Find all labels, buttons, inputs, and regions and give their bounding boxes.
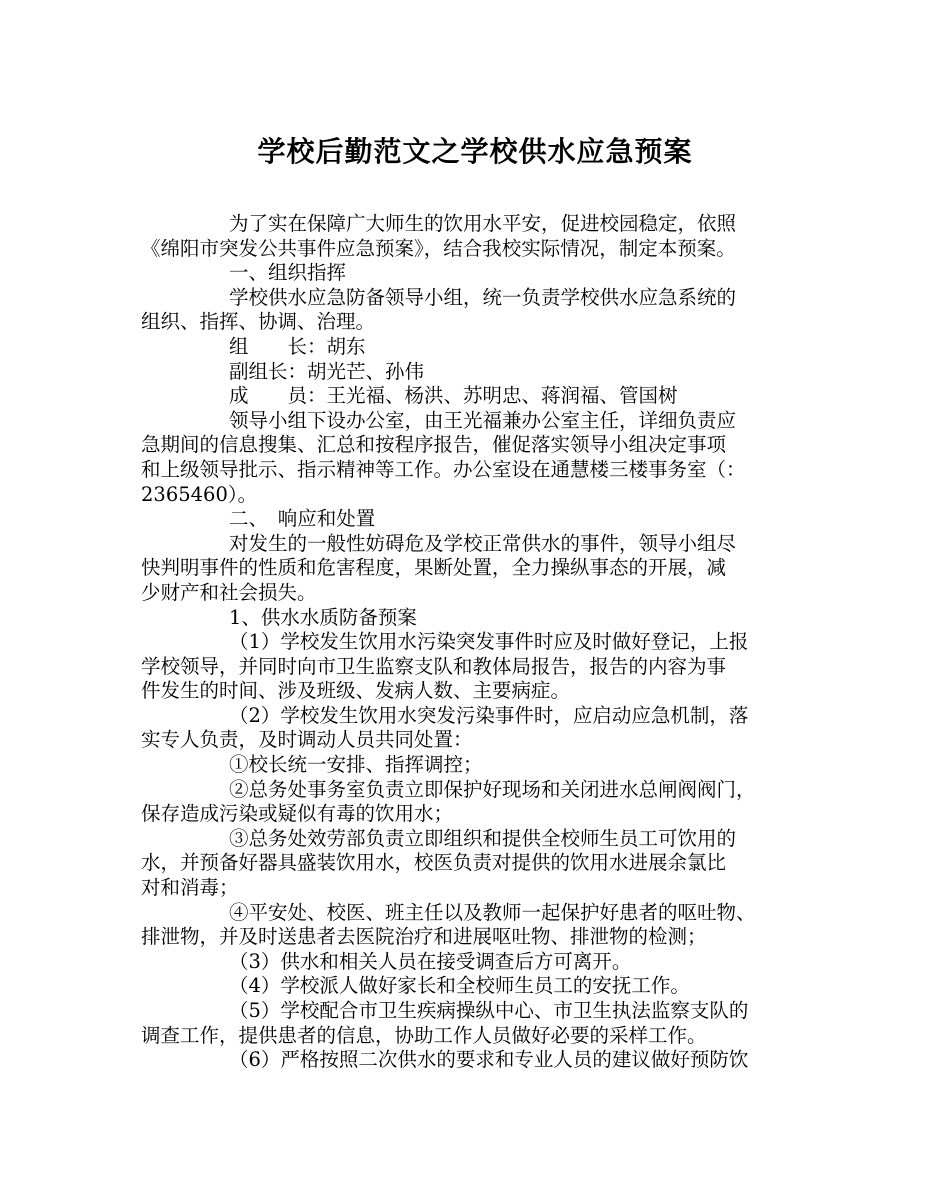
- document-line: 件发生的时间、涉及班级、发病人数、主要病症。: [141, 679, 571, 703]
- document-line: 对和消毒；: [141, 876, 239, 900]
- document-line: 保存造成污染或疑似有毒的饮用水；: [141, 802, 454, 826]
- document-line: 一、组织指挥: [229, 261, 347, 285]
- document-line: （2）学校发生饮用水突发污染事件时，应启动应急机制，落: [229, 703, 749, 727]
- document-line: 调查工作，提供患者的信息，协助工作人员做好必要的采样工作。: [141, 1023, 707, 1047]
- document-line: 排泄物，并及时送患者去医院治疗和进展呕吐物、排泄物的检测；: [141, 925, 707, 949]
- document-line: 水，并预备好器具盛装饮用水，校医负责对提供的饮用水进展余氯比: [141, 851, 727, 875]
- document-line: 快判明事件的性质和危害程度，果断处置，全力操纵事态的开展，减: [141, 556, 727, 580]
- document-line: 组织、指挥、协调、治理。: [141, 310, 376, 334]
- document-line: （3）供水和相关人员在接受调查后方可离开。: [229, 949, 632, 973]
- document-line: 组 长：胡东: [229, 334, 366, 358]
- document-title: 学校后勤范文之学校供水应急预案: [257, 135, 693, 168]
- document-line: 《绵阳市突发公共事件应急预案》，结合我校实际情况，制定本预案。: [141, 236, 736, 260]
- document-line: 二、 响应和处置: [229, 507, 376, 531]
- document-line: （1）学校发生饮用水污染突发事件时应及时做好登记，上报: [229, 630, 749, 654]
- document-line: 和上级领导批示、指示精神等工作。办公室设在通慧楼三楼事务室（：: [141, 457, 746, 481]
- document-line: ①校长统一安排、指挥调控；: [229, 753, 483, 777]
- document-line: （5）学校配合市卫生疾病操纵中心、市卫生执法监察支队的: [229, 999, 749, 1022]
- document-body: [141, 212, 831, 1073]
- document-line: （6）严格按照二次供水的要求和专业人员的建议做好预防饮: [229, 1048, 749, 1072]
- document-line: 成 员：王光福、杨洪、苏明忠、蒋润福、管国树: [229, 384, 678, 408]
- document-line: 为了实在保障广大师生的饮用水平安，促进校园稳定，依照: [229, 212, 737, 235]
- document-line: 少财产和社会损失。: [141, 580, 317, 604]
- document-line: 对发生的一般性妨碍危及学校正常供水的事件，领导小组尽: [229, 531, 737, 555]
- document-line: 学校供水应急防备领导小组，统一负责学校供水应急系统的: [229, 285, 737, 309]
- document-line: ②总务处事务室负责立即保护好现场和关闭进水总闸阀阀门，: [229, 777, 756, 801]
- document-line: 实专人负责，及时调动人员共同处置：: [141, 728, 473, 752]
- document-line: 1、供水水质防备预案: [229, 605, 417, 629]
- document-line: ④平安处、校医、班主任以及教师一起保护好患者的呕吐物、: [229, 900, 756, 924]
- document-line: （4）学校派人做好家长和全校师生员工的安抚工作。: [229, 974, 690, 998]
- document-line: 急期间的信息搜集、汇总和按程序报告，催促落实领导小组决定事项: [141, 433, 727, 457]
- document-line: 2365460）。: [141, 482, 258, 506]
- document-line: 学校领导，并同时向市卫生监察支队和教体局报告，报告的内容为事: [141, 654, 727, 678]
- document-line: 副组长：胡光芒、孙伟: [229, 359, 425, 383]
- document-line: ③总务处效劳部负责立即组织和提供全校师生员工可饮用的: [229, 826, 737, 850]
- document-line: 领导小组下设办公室，由王光福兼办公室主任，详细负责应: [229, 408, 737, 432]
